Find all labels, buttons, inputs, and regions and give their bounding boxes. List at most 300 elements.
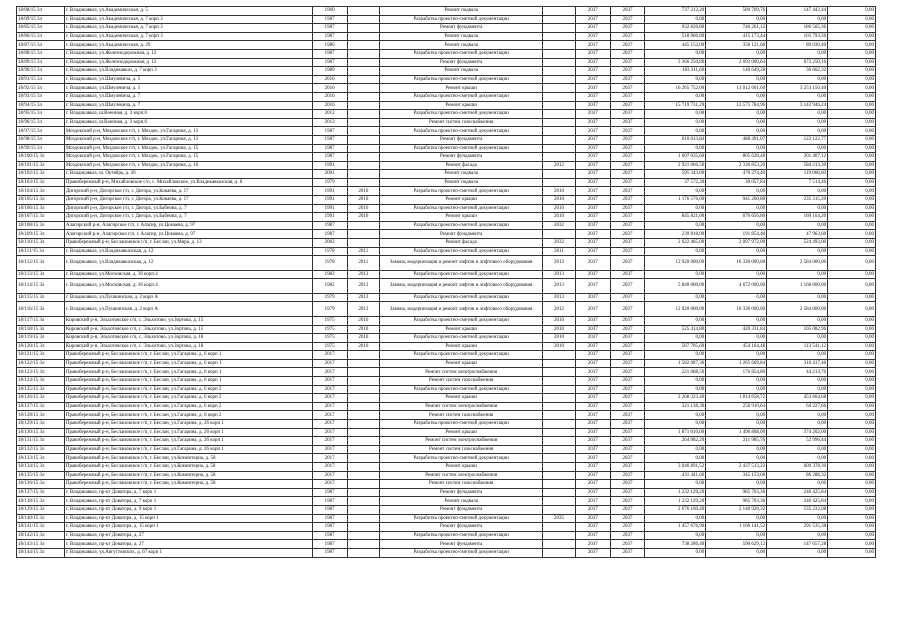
- fund-amount-cell: 0,00: [706, 531, 767, 540]
- work-type-cell: Ремонт фундамента: [380, 540, 543, 549]
- row-code-cell: 18/142/15 3л: [17, 531, 65, 540]
- other-sources-cell: 0,00: [828, 505, 876, 514]
- other-sources-cell: 0,00: [828, 213, 876, 222]
- other-sources-cell: 0,00: [828, 196, 876, 205]
- last-repair-year-cell: [347, 101, 380, 110]
- table-row: [17, 92, 876, 101]
- total-cost-cell: 0,00: [645, 144, 706, 153]
- table-row: [17, 49, 876, 58]
- owners-share-cell: 44 213,70: [767, 368, 828, 377]
- other-sources-cell: 0,00: [828, 497, 876, 506]
- commissioning-year-cell: 2017: [312, 394, 347, 403]
- other-sources-cell: 0,00: [828, 480, 876, 489]
- end-year-cell: 2037: [610, 302, 645, 317]
- last-repair-year-cell: 2013: [347, 270, 380, 279]
- row-code-cell: 18/139/15 3л: [17, 505, 65, 514]
- start-year-cell: 2037: [575, 334, 610, 343]
- row-code-cell: 18/90/15 3л: [17, 67, 65, 76]
- work-type-cell: Ремонт фундамента: [380, 24, 543, 33]
- commissioning-year-cell: 2012: [312, 118, 347, 127]
- other-sources-cell: 0,00: [828, 49, 876, 58]
- fund-amount-cell: 30 057,84: [706, 178, 767, 187]
- end-year-cell: 2037: [610, 488, 645, 497]
- work-type-cell: Разработка проектно-сметной документации: [380, 92, 543, 101]
- commissioning-year-cell: 1987: [312, 153, 347, 162]
- last-repair-year-cell: 2010: [347, 213, 380, 222]
- end-year-cell: 2037: [610, 144, 645, 153]
- planned-year-cell: [543, 58, 576, 67]
- planned-year-cell: [543, 531, 576, 540]
- fund-amount-cell: 1 496 808,00: [706, 428, 767, 437]
- start-year-cell: 2037: [575, 463, 610, 472]
- start-year-cell: 2037: [575, 187, 610, 196]
- work-type-cell: Ремонт систем газоснабжения: [380, 411, 543, 420]
- table-row: [17, 463, 876, 472]
- table-row: [17, 454, 876, 463]
- address-cell: Правобережный р-н, Михайловское с/п, с. Михайловское, ул.Владикавказская, д. 8: [64, 178, 312, 187]
- address-cell: Правобережный р-н, Беслановское г/п, г. Беслан, ул.Коминтерна, д. 58: [64, 480, 312, 489]
- total-cost-cell: 0,00: [645, 531, 706, 540]
- owners-share-cell: 47 963,60: [767, 230, 828, 239]
- other-sources-cell: 0,00: [828, 170, 876, 179]
- last-repair-year-cell: [347, 445, 380, 454]
- fund-amount-cell: 0,00: [706, 351, 767, 360]
- start-year-cell: 2037: [575, 270, 610, 279]
- end-year-cell: 2037: [610, 480, 645, 489]
- planned-year-cell: [543, 445, 576, 454]
- row-code-cell: 18/115/15 3л: [17, 293, 65, 302]
- planned-year-cell: [543, 24, 576, 33]
- total-cost-cell: 2 622 465,00: [645, 239, 706, 248]
- last-repair-year-cell: [347, 514, 380, 523]
- planned-year-cell: 2011: [543, 247, 576, 256]
- owners-share-cell: 89 030,40: [767, 41, 828, 50]
- fund-amount-cell: 0,00: [706, 293, 767, 302]
- last-repair-year-cell: [347, 32, 380, 41]
- address-cell: г. Владикавказ, пр-кт Доватора, д. 15 корп 1: [64, 523, 312, 532]
- row-code-cell: 18/125/15 3л: [17, 385, 65, 394]
- address-cell: г. Владикавказ, ул.Пушкинская, д. 2 корп А: [64, 293, 312, 302]
- start-year-cell: 2037: [575, 420, 610, 429]
- total-cost-cell: 1 582 087,30: [645, 359, 706, 368]
- other-sources-cell: 0,00: [828, 279, 876, 294]
- total-cost-cell: 12 920 000,00: [645, 302, 706, 317]
- owners-share-cell: 0,00: [767, 351, 828, 360]
- address-cell: Моздокский р-н, Моздокское г/п, г. Моздок, ул.Гагарина, д. 13: [64, 127, 312, 136]
- other-sources-cell: 0,00: [828, 293, 876, 302]
- row-code-cell: 18/130/15 3л: [17, 428, 65, 437]
- fund-amount-cell: 2 336 853,20: [706, 161, 767, 170]
- other-sources-cell: 0,00: [828, 221, 876, 230]
- planned-year-cell: 2010: [543, 196, 576, 205]
- last-repair-year-cell: [347, 420, 380, 429]
- last-repair-year-cell: 2010: [347, 316, 380, 325]
- other-sources-cell: 0,00: [828, 437, 876, 446]
- end-year-cell: 2037: [610, 247, 645, 256]
- table-row: [17, 127, 876, 136]
- work-type-cell: Ремонт фундамента: [380, 488, 543, 497]
- row-code-cell: 18/133/15 3л: [17, 454, 65, 463]
- other-sources-cell: 0,00: [828, 239, 876, 248]
- owners-share-cell: 0,00: [767, 247, 828, 256]
- address-cell: Правобережный р-н, Беслановское г/п, г. Беслан, ул.Гагарина, д. 6 корп 1: [64, 351, 312, 360]
- address-cell: г. Владикавказ, ул.Владикавказ, д. 7 корп 3: [64, 67, 312, 76]
- total-cost-cell: 183 311,60: [645, 67, 706, 76]
- other-sources-cell: 0,00: [828, 204, 876, 213]
- planned-year-cell: [543, 548, 576, 557]
- total-cost-cell: 0,00: [645, 385, 706, 394]
- total-cost-cell: 518 966,80: [645, 32, 706, 41]
- table-row: [17, 41, 876, 50]
- owners-share-cell: 0,00: [767, 15, 828, 24]
- total-cost-cell: 2 268 323,40: [645, 394, 706, 403]
- start-year-cell: 2037: [575, 256, 610, 271]
- table-row: [17, 359, 876, 368]
- owners-share-cell: 584 213,30: [767, 161, 828, 170]
- commissioning-year-cell: 2017: [312, 454, 347, 463]
- table-row: [17, 135, 876, 144]
- commissioning-year-cell: 1987: [312, 531, 347, 540]
- total-cost-cell: 845 821,00: [645, 213, 706, 222]
- end-year-cell: 2037: [610, 377, 645, 386]
- work-type-cell: Ремонт крыши: [380, 394, 543, 403]
- end-year-cell: 2037: [610, 497, 645, 506]
- total-cost-cell: 0,00: [645, 411, 706, 420]
- planned-year-cell: [543, 101, 576, 110]
- commissioning-year-cell: 1987: [312, 144, 347, 153]
- row-code-cell: 18/132/15 3л: [17, 445, 65, 454]
- other-sources-cell: 0,00: [828, 359, 876, 368]
- commissioning-year-cell: 1987: [312, 540, 347, 549]
- work-type-cell: Ремонт систем электроснабжения: [380, 471, 543, 480]
- last-repair-year-cell: [347, 153, 380, 162]
- other-sources-cell: 0,00: [828, 256, 876, 271]
- other-sources-cell: 0,00: [828, 351, 876, 360]
- last-repair-year-cell: [347, 531, 380, 540]
- address-cell: Кировский р-н, Эльхотовское с/п, с. Эльхотово, ул.Зортова, д. 18: [64, 342, 312, 351]
- start-year-cell: 2037: [575, 204, 610, 213]
- start-year-cell: 2037: [575, 213, 610, 222]
- start-year-cell: 2037: [575, 178, 610, 187]
- address-cell: Дигорский р-н, Дигорское г/п, г. Дигора, ул.Бабнова, д. 7: [64, 213, 312, 222]
- last-repair-year-cell: [347, 454, 380, 463]
- owners-share-cell: 7 514,46: [767, 178, 828, 187]
- owners-share-cell: 105 082,96: [767, 325, 828, 334]
- other-sources-cell: 0,00: [828, 230, 876, 239]
- commissioning-year-cell: 1991: [312, 204, 347, 213]
- fund-amount-cell: 12 575 784,96: [706, 101, 767, 110]
- fund-amount-cell: 0,00: [706, 411, 767, 420]
- commissioning-year-cell: 2017: [312, 402, 347, 411]
- last-repair-year-cell: [347, 127, 380, 136]
- end-year-cell: 2037: [610, 196, 645, 205]
- start-year-cell: 2037: [575, 548, 610, 557]
- total-cost-cell: 0,00: [645, 377, 706, 386]
- last-repair-year-cell: 2010: [347, 187, 380, 196]
- commissioning-year-cell: 2016: [312, 84, 347, 93]
- row-code-cell: 18/134/15 3л: [17, 463, 65, 472]
- owners-share-cell: 246 425,84: [767, 488, 828, 497]
- table-row: [17, 334, 876, 343]
- fund-amount-cell: 0,00: [706, 49, 767, 58]
- owners-share-cell: 122 122,77: [767, 135, 828, 144]
- row-code-cell: 18/97/15 3л: [17, 127, 65, 136]
- row-code-cell: 18/113/15 3л: [17, 270, 65, 279]
- fund-amount-cell: 476 274,40: [706, 170, 767, 179]
- address-cell: Дигорский р-н, Дигорское г/п, г. Дигора, ул.Кокаева, д. 17: [64, 196, 312, 205]
- owners-share-cell: 0,00: [767, 144, 828, 153]
- row-code-cell: 18/104/15 3л: [17, 187, 65, 196]
- start-year-cell: 2037: [575, 377, 610, 386]
- owners-share-cell: 374 202,00: [767, 428, 828, 437]
- planned-year-cell: [543, 75, 576, 84]
- start-year-cell: 2037: [575, 302, 610, 317]
- work-type-cell: Ремонт крыши: [380, 463, 543, 472]
- other-sources-cell: 0,00: [828, 101, 876, 110]
- total-cost-cell: 0,00: [645, 92, 706, 101]
- end-year-cell: 2037: [610, 463, 645, 472]
- planned-year-cell: [543, 144, 576, 153]
- total-cost-cell: 1 232 129,20: [645, 488, 706, 497]
- planned-year-cell: 2010: [543, 213, 576, 222]
- other-sources-cell: 0,00: [828, 247, 876, 256]
- end-year-cell: 2037: [610, 187, 645, 196]
- row-code-cell: 18/143/15 3л: [17, 540, 65, 549]
- planned-year-cell: 2010: [543, 342, 576, 351]
- total-cost-cell: 0,00: [645, 204, 706, 213]
- commissioning-year-cell: 1987: [312, 49, 347, 58]
- commissioning-year-cell: 1978: [312, 256, 347, 271]
- end-year-cell: 2037: [610, 7, 645, 16]
- total-cost-cell: 0,00: [645, 270, 706, 279]
- owners-share-cell: 0,00: [767, 293, 828, 302]
- commissioning-year-cell: 1960: [312, 7, 347, 16]
- work-type-cell: Ремонт крыши: [380, 213, 543, 222]
- table-row: [17, 7, 876, 16]
- owners-share-cell: 147 657,28: [767, 540, 828, 549]
- address-cell: г. Владикавказ, ул.Академическая, д. 7 корп 3: [64, 32, 312, 41]
- commissioning-year-cell: 2012: [312, 110, 347, 119]
- commissioning-year-cell: 1986: [312, 41, 347, 50]
- start-year-cell: 2037: [575, 488, 610, 497]
- planned-year-cell: 2010: [543, 316, 576, 325]
- end-year-cell: 2037: [610, 49, 645, 58]
- work-type-cell: Ремонт систем электроснабжения: [380, 368, 543, 377]
- planned-year-cell: [543, 488, 576, 497]
- start-year-cell: 2037: [575, 230, 610, 239]
- other-sources-cell: 0,00: [828, 411, 876, 420]
- commissioning-year-cell: 1987: [312, 497, 347, 506]
- table-row: [17, 351, 876, 360]
- end-year-cell: 2037: [610, 239, 645, 248]
- owners-share-cell: 0,00: [767, 75, 828, 84]
- end-year-cell: 2037: [610, 402, 645, 411]
- row-code-cell: 18/144/15 3л: [17, 548, 65, 557]
- row-code-cell: 18/95/15 3л: [17, 110, 65, 119]
- work-type-cell: Разработка проектно-сметной документации: [380, 15, 543, 24]
- end-year-cell: 2037: [610, 394, 645, 403]
- commissioning-year-cell: 2016: [312, 101, 347, 110]
- other-sources-cell: 0,00: [828, 385, 876, 394]
- commissioning-year-cell: 1982: [312, 279, 347, 294]
- row-code-cell: 18/91/15 3л: [17, 75, 65, 84]
- owners-share-cell: 291 535,38: [767, 523, 828, 532]
- owners-share-cell: 103 793,36: [767, 32, 828, 41]
- address-cell: г. Владикавказ, пр-кт Доватора, д. 27: [64, 531, 312, 540]
- owners-share-cell: 0,00: [767, 204, 828, 213]
- work-type-cell: Ремонт крыши: [380, 428, 543, 437]
- last-repair-year-cell: [347, 49, 380, 58]
- owners-share-cell: 2 584 000,00: [767, 302, 828, 317]
- work-type-cell: Ремонт крыши: [380, 325, 543, 334]
- planned-year-cell: [543, 411, 576, 420]
- end-year-cell: 2037: [610, 24, 645, 33]
- table-row: [17, 153, 876, 162]
- other-sources-cell: 0,00: [828, 32, 876, 41]
- end-year-cell: 2037: [610, 445, 645, 454]
- fund-amount-cell: 0,00: [706, 334, 767, 343]
- last-repair-year-cell: [347, 230, 380, 239]
- planned-year-cell: [543, 92, 576, 101]
- planned-year-cell: 2032: [543, 239, 576, 248]
- planned-year-cell: [543, 505, 576, 514]
- fund-amount-cell: 746 261,12: [706, 24, 767, 33]
- address-cell: Моздокский р-н, Моздокское г/п, г. Моздок, ул.Гагарина, д. 15: [64, 153, 312, 162]
- start-year-cell: 2037: [575, 325, 610, 334]
- fund-amount-cell: 0,00: [706, 247, 767, 256]
- address-cell: Правобережный р-н, Беслановское г/п, г. Беслан, ул.Гагарина, д. 26 корп 1: [64, 428, 312, 437]
- total-cost-cell: 3 046 891,52: [645, 463, 706, 472]
- work-type-cell: Разработка проектно-сметной документации: [380, 531, 543, 540]
- other-sources-cell: 0,00: [828, 471, 876, 480]
- table-row: [17, 385, 876, 394]
- fund-amount-cell: 0,00: [706, 204, 767, 213]
- commissioning-year-cell: 1979: [312, 302, 347, 317]
- row-code-cell: 18/87/15 3л: [17, 41, 65, 50]
- table-row: [17, 187, 876, 196]
- planned-year-cell: [543, 368, 576, 377]
- end-year-cell: 2037: [610, 161, 645, 170]
- last-repair-year-cell: [347, 385, 380, 394]
- table-row: [17, 316, 876, 325]
- start-year-cell: 2037: [575, 437, 610, 446]
- row-code-cell: 18/141/15 3л: [17, 523, 65, 532]
- owners-share-cell: 3 253 150,40: [767, 84, 828, 93]
- total-cost-cell: 5 840 000,00: [645, 279, 706, 294]
- other-sources-cell: 0,00: [828, 342, 876, 351]
- last-repair-year-cell: [347, 488, 380, 497]
- total-cost-cell: 1 457 676,90: [645, 523, 706, 532]
- fund-amount-cell: 415 173,44: [706, 32, 767, 41]
- planned-year-cell: [543, 394, 576, 403]
- last-repair-year-cell: 2011: [347, 247, 380, 256]
- fund-amount-cell: 2 140 928,32: [706, 505, 767, 514]
- planned-year-cell: 2035: [543, 514, 576, 523]
- owners-share-cell: 1 168 000,00: [767, 279, 828, 294]
- address-cell: г. Владикавказ, пр-кт Доватора, д. 9 корп 1: [64, 505, 312, 514]
- owners-share-cell: 2 584 000,00: [767, 256, 828, 271]
- fund-amount-cell: 345 153,68: [706, 471, 767, 480]
- last-repair-year-cell: [347, 170, 380, 179]
- start-year-cell: 2037: [575, 49, 610, 58]
- fund-amount-cell: 0,00: [706, 420, 767, 429]
- total-cost-cell: 567 705,60: [645, 342, 706, 351]
- start-year-cell: 2037: [575, 118, 610, 127]
- row-code-cell: 18/99/15 3л: [17, 144, 65, 153]
- fund-amount-cell: 420 331,84: [706, 325, 767, 334]
- address-cell: г. Владикавказ, ул.Академическая, д. 29: [64, 41, 312, 50]
- total-cost-cell: 1 871 010,00: [645, 428, 706, 437]
- table-row: [17, 540, 876, 549]
- table-row: [17, 118, 876, 127]
- work-type-cell: Ремонт подвала: [380, 7, 543, 16]
- work-type-cell: Разработка проектно-сметной документации: [380, 144, 543, 153]
- fund-amount-cell: 0,00: [706, 92, 767, 101]
- owners-share-cell: 64 227,66: [767, 402, 828, 411]
- owners-share-cell: 453 664,68: [767, 394, 828, 403]
- commissioning-year-cell: 2017: [312, 471, 347, 480]
- total-cost-cell: 3 366 250,80: [645, 58, 706, 67]
- end-year-cell: 2037: [610, 411, 645, 420]
- owners-share-cell: 0,00: [767, 548, 828, 557]
- address-cell: Правобережный р-н, Беслановское г/п, г. Беслан, ул.Гагарина, д. 6 корп 1: [64, 377, 312, 386]
- fund-amount-cell: 2 097 972,00: [706, 239, 767, 248]
- start-year-cell: 2037: [575, 58, 610, 67]
- work-type-cell: Ремонт подвала: [380, 41, 543, 50]
- owners-share-cell: 0,00: [767, 92, 828, 101]
- address-cell: г. Владикавказ, ул.Академическая, д. 5: [64, 7, 312, 16]
- end-year-cell: 2037: [610, 428, 645, 437]
- owners-share-cell: 316 417,46: [767, 359, 828, 368]
- owners-share-cell: 0,00: [767, 531, 828, 540]
- row-code-cell: 18/114/15 3л: [17, 279, 65, 294]
- commissioning-year-cell: 1987: [312, 488, 347, 497]
- commissioning-year-cell: 2017: [312, 351, 347, 360]
- fund-amount-cell: 0,00: [706, 454, 767, 463]
- end-year-cell: 2037: [610, 75, 645, 84]
- address-cell: г. Владикавказ, ш.Военная, д. 3 корп.6: [64, 110, 312, 119]
- table-row: [17, 247, 876, 256]
- planned-year-cell: [543, 127, 576, 136]
- address-cell: Кировский р-н, Эльхотовское с/п, с. Эльхотово, ул.Зортова, д. 15: [64, 316, 312, 325]
- start-year-cell: 2037: [575, 144, 610, 153]
- table-row: [17, 445, 876, 454]
- work-type-cell: Ремонт подвала: [380, 170, 543, 179]
- fund-amount-cell: 805 628,48: [706, 153, 767, 162]
- address-cell: г. Владикавказ, ул.Августовских, д. 67 корп 1: [64, 548, 312, 557]
- owners-share-cell: 0,00: [767, 110, 828, 119]
- fund-amount-cell: 13 012 601,60: [706, 84, 767, 93]
- other-sources-cell: 0,00: [828, 15, 876, 24]
- commissioning-year-cell: 1987: [312, 548, 347, 557]
- row-code-cell: 18/136/15 3л: [17, 480, 65, 489]
- work-type-cell: Ремонт подвала: [380, 497, 543, 506]
- end-year-cell: 2037: [610, 437, 645, 446]
- total-cost-cell: 2 921 066,50: [645, 161, 706, 170]
- work-type-cell: Разработка проектно-сметной документации: [380, 420, 543, 429]
- start-year-cell: 2037: [575, 385, 610, 394]
- end-year-cell: 2037: [610, 110, 645, 119]
- owners-share-cell: 0,00: [767, 377, 828, 386]
- work-type-cell: Ремонт фундамента: [380, 523, 543, 532]
- owners-share-cell: 535 232,08: [767, 505, 828, 514]
- work-type-cell: Разработка проектно-сметной документации: [380, 385, 543, 394]
- row-code-cell: 18/122/15 3л: [17, 359, 65, 368]
- other-sources-cell: 0,00: [828, 92, 876, 101]
- total-cost-cell: 1 007 035,60: [645, 153, 706, 162]
- row-code-cell: 18/92/15 3л: [17, 84, 65, 93]
- row-code-cell: 18/100/15 3л: [17, 153, 65, 162]
